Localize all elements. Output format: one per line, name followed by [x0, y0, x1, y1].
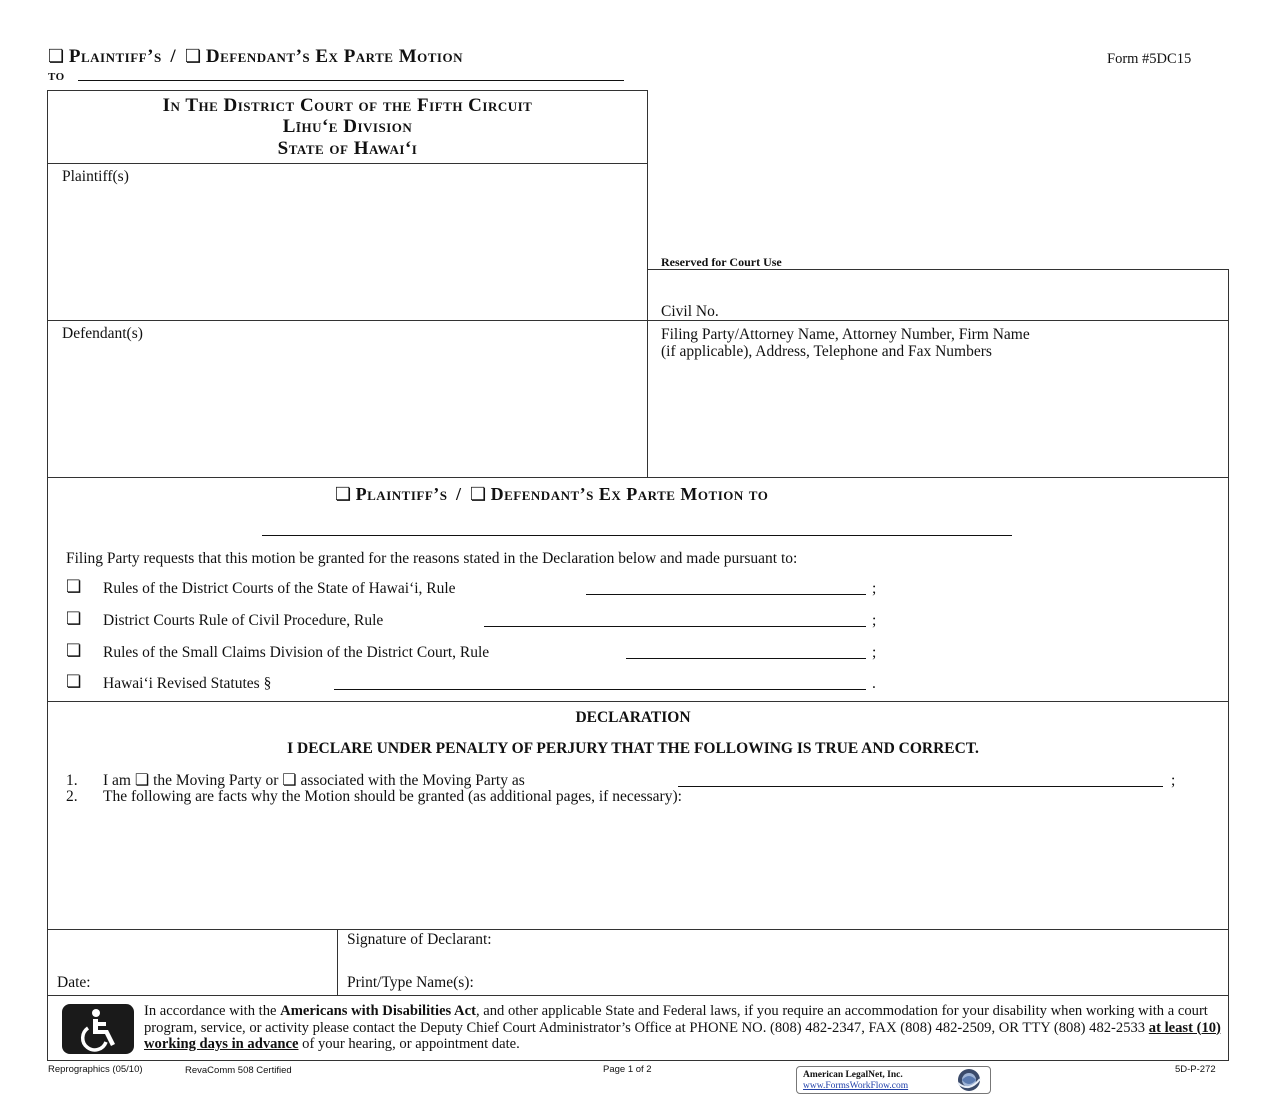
item-2-number: 2.	[66, 788, 78, 805]
title-separator: /	[170, 46, 177, 67]
option-label: District Courts Rule of Civil Procedure, Rule	[103, 612, 384, 629]
defendant-field[interactable]	[48, 344, 646, 474]
print-name-field[interactable]	[520, 968, 1220, 990]
title-to-line[interactable]	[78, 62, 624, 81]
page-number: Page 1 of 2	[603, 1064, 652, 1075]
option-checkbox[interactable]: ❏	[66, 641, 82, 661]
motion-plaintiff-checkbox[interactable]: ❏	[335, 484, 352, 505]
motion-title-separator: /	[455, 484, 462, 504]
reprographics: Reprographics (05/10)	[48, 1064, 143, 1075]
option-end: ;	[872, 612, 877, 629]
revacomm-certified: RevaComm 508 Certified	[185, 1065, 292, 1076]
legalnet-logo[interactable]	[796, 1066, 991, 1094]
print-name-label: Print/Type Name(s):	[347, 974, 474, 991]
option-end: ;	[872, 644, 877, 661]
date-field[interactable]	[100, 968, 330, 990]
declaration-divider	[47, 701, 1229, 702]
ada-divider	[47, 995, 1229, 996]
logo-company: American LegalNet, Inc.	[803, 1070, 903, 1080]
option-end: ;	[872, 580, 877, 597]
title-to: to	[48, 68, 65, 84]
option-rule-field[interactable]	[334, 675, 866, 690]
logo-url[interactable]: www.FormsWorkFlow.com	[803, 1081, 909, 1091]
signature-vertical	[337, 929, 338, 995]
court-line-2: Līhu‘e Division	[282, 116, 413, 137]
defendant-checkbox[interactable]: ❏	[184, 46, 202, 67]
option-label: Rules of the Small Claims Division of the District Court, Rule	[103, 644, 490, 661]
signature-field[interactable]	[545, 929, 1220, 963]
motion-defendant-checkbox[interactable]: ❏	[470, 484, 487, 505]
reserved-divider	[648, 269, 1229, 270]
filing-party-line-2: (if applicable), Address, Telephone and Fax Numbers	[661, 343, 992, 360]
civil-no-field[interactable]	[740, 298, 1220, 318]
associated-as-field[interactable]	[678, 772, 1163, 787]
option-row	[66, 672, 896, 695]
ada-deadline: at least (10) working days in advance	[144, 1019, 1221, 1052]
ada-act-name: Americans with Disabilities Act	[280, 1003, 476, 1019]
item-1-option-a: the Moving Party or	[153, 772, 279, 789]
request-text: Filing Party requests that this motion be granted for the reasons stated in the Declaration below and made pursuant to:	[66, 550, 798, 567]
filing-party-line-1: Filing Party/Attorney Name, Attorney Number, Firm Name	[661, 326, 1030, 343]
item-1-end: ;	[1171, 772, 1176, 789]
plaintiff-label: Plaintiff(s)	[62, 168, 129, 185]
option-checkbox[interactable]: ❏	[66, 577, 82, 597]
item-1-option-b: associated with the Moving Party as	[300, 772, 525, 789]
ada-text-a: In accordance with the	[144, 1003, 277, 1019]
civil-no-label: Civil No.	[661, 303, 719, 320]
motion-title-defendant: Defendant’s Ex Parte Motion to	[490, 484, 769, 504]
option-rule-field[interactable]	[626, 644, 866, 659]
declaration-item-2	[66, 788, 1196, 806]
declaration-subheading: I DECLARE UNDER PENALTY OF PERJURY THAT THE FOLLOWING IS TRUE AND CORRECT.	[287, 740, 979, 757]
ada-text-c: of your hearing, or appointment date.	[302, 1036, 520, 1052]
declaration-heading: DECLARATION	[575, 709, 691, 726]
date-label: Date:	[57, 974, 91, 991]
signature-label: Signature of Declarant:	[347, 931, 492, 948]
title-defendant: Defendant’s Ex Parte Motion	[205, 46, 463, 67]
associated-party-checkbox[interactable]: ❏	[282, 770, 297, 789]
right-panel-edge	[1228, 269, 1229, 478]
filing-party-field[interactable]	[650, 364, 1226, 474]
motion-title-plaintiff: Plaintiff’s	[355, 484, 448, 504]
item-2-text: The following are facts why the Motion should be granted (as additional pages, if necessary):	[103, 788, 682, 805]
defendant-label: Defendant(s)	[62, 325, 143, 342]
court-line-3: State of Hawai‘i	[277, 138, 418, 159]
option-checkbox[interactable]: ❏	[66, 609, 82, 629]
ada-text-b: , and other applicable State and Federal laws, if you require an accommodation for your disability when working with a court program, service, or activity please contact the Deputy Chief Court Administrator’s Office at PHONE NO. (808) 482-2347, FAX (808) 482-2509, OR TTY (808) 482-2533	[144, 1003, 1208, 1036]
option-label: Rules of the District Courts of the State of Hawai‘i, Rule	[103, 580, 456, 597]
court-divider	[47, 163, 648, 164]
option-row	[66, 577, 896, 600]
accessibility-icon	[62, 1004, 134, 1054]
plaintiff-field[interactable]	[48, 186, 646, 318]
reserved-court-use: Reserved for Court Use	[661, 255, 782, 269]
item-1-number: 1.	[66, 772, 78, 789]
option-checkbox[interactable]: ❏	[66, 672, 82, 692]
globe-icon	[954, 1067, 984, 1093]
parties-divider	[47, 320, 1229, 321]
plaintiff-checkbox[interactable]: ❏	[48, 46, 65, 67]
option-label: Hawai‘i Revised Statutes §	[103, 675, 272, 692]
option-row	[66, 609, 896, 632]
form-number: Form #5DC15	[1107, 51, 1192, 67]
item-1-lead: I am	[103, 772, 131, 789]
motion-title	[335, 484, 768, 505]
option-row	[66, 641, 896, 664]
motion-to-line[interactable]	[262, 515, 1012, 536]
court-line-1: In The District Court of the Fifth Circuit	[162, 95, 533, 116]
moving-party-checkbox[interactable]: ❏	[134, 770, 150, 789]
form-code: 5D-P-272	[1175, 1064, 1216, 1075]
facts-field[interactable]	[60, 810, 1220, 925]
title-plaintiff: Plaintiff’s	[68, 46, 162, 67]
option-end: .	[872, 675, 876, 692]
ada-notice	[144, 1003, 1224, 1053]
option-rule-field[interactable]	[586, 580, 866, 595]
option-rule-field[interactable]	[484, 612, 866, 627]
